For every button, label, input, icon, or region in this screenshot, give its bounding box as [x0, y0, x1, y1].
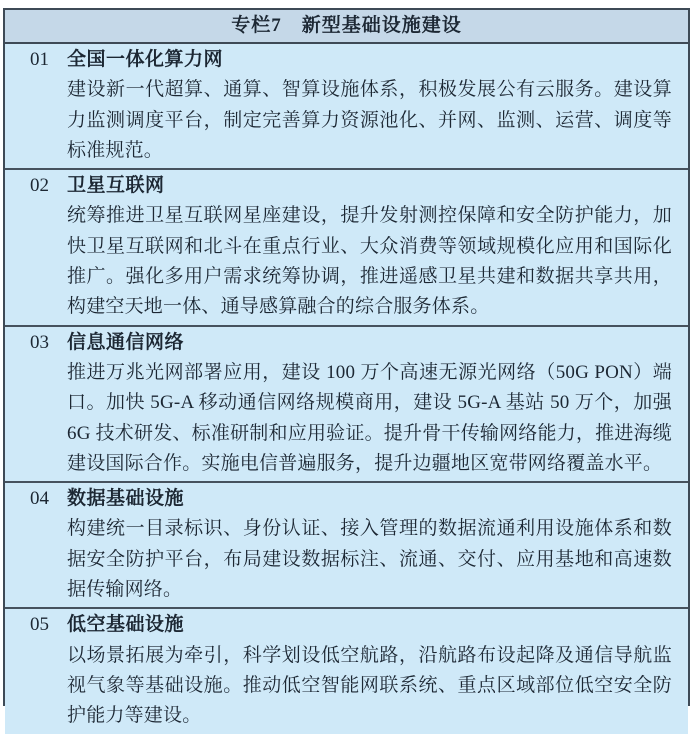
- section-body: 构建统一目录标识、身份认证、接入管理的数据流通利用设施体系和数据安全防护平台，布局建设数据标注、流通、交付、应用基地和高速数据传输网络。: [67, 518, 672, 601]
- section-content: [67, 484, 672, 605]
- section-content: [67, 45, 672, 166]
- section-01: [5, 44, 688, 168]
- section-number: 03: [30, 331, 49, 353]
- section-title: 数据基础设施: [67, 488, 185, 510]
- section-05: [5, 607, 688, 733]
- section-title: 全国一体化算力网: [67, 49, 224, 70]
- section-body: 以场景拓展为牵引，科学划设低空航路，沿航路布设起降及通信导航监视气象等基础设施。推动低空智能网联系统、重点区域部位低空安全防护能力等建设。: [67, 644, 672, 727]
- section-content: [67, 610, 672, 731]
- section-body: 推进万兆光网部署应用，建设 100 万个高速无源光网络（50G PON）端口。加快 5G-A 移动通信网络规模商用，建设 5G-A 基站 50 万个，加强 6G 技术研发、标准研制和应用验证。提升骨干传输网络能力，推进海缆建设国际合作。实施电信普遍服务，提升边疆地区宽带网络覆盖水平。: [67, 361, 672, 474]
- column-box: [3, 8, 690, 727]
- section-number: 04: [30, 488, 49, 510]
- section-number: 01: [30, 49, 49, 70]
- section-content: [67, 328, 672, 479]
- section-title: 卫星互联网: [67, 175, 165, 197]
- section-title: 信息通信网络: [67, 331, 185, 353]
- section-body: 建设新一代超算、通算、智算设施体系，积极发展公有云服务。建设算力监测调度平台，制定完善算力资源池化、并网、监测、运营、调度等标准规范。: [67, 79, 672, 161]
- section-04: [5, 481, 688, 607]
- section-03: [5, 325, 688, 481]
- section-title: 低空基础设施: [67, 614, 185, 636]
- section-number: 02: [30, 175, 49, 197]
- box-title: 专栏7 新型基础设施建设: [5, 10, 688, 44]
- section-02: [5, 168, 688, 324]
- section-body: 统筹推进卫星互联网星座建设，提升发射测控保障和安全防护能力，加快卫星互联网和北斗在重点行业、大众消费等领域规模化应用和国际化推广。强化多用户需求统筹协调，推进遥感卫星共建和数据共享共用，构建空天地一体、通导感算融合的综合服务体系。: [67, 205, 672, 318]
- section-number: 05: [30, 614, 49, 636]
- section-content: [67, 171, 672, 322]
